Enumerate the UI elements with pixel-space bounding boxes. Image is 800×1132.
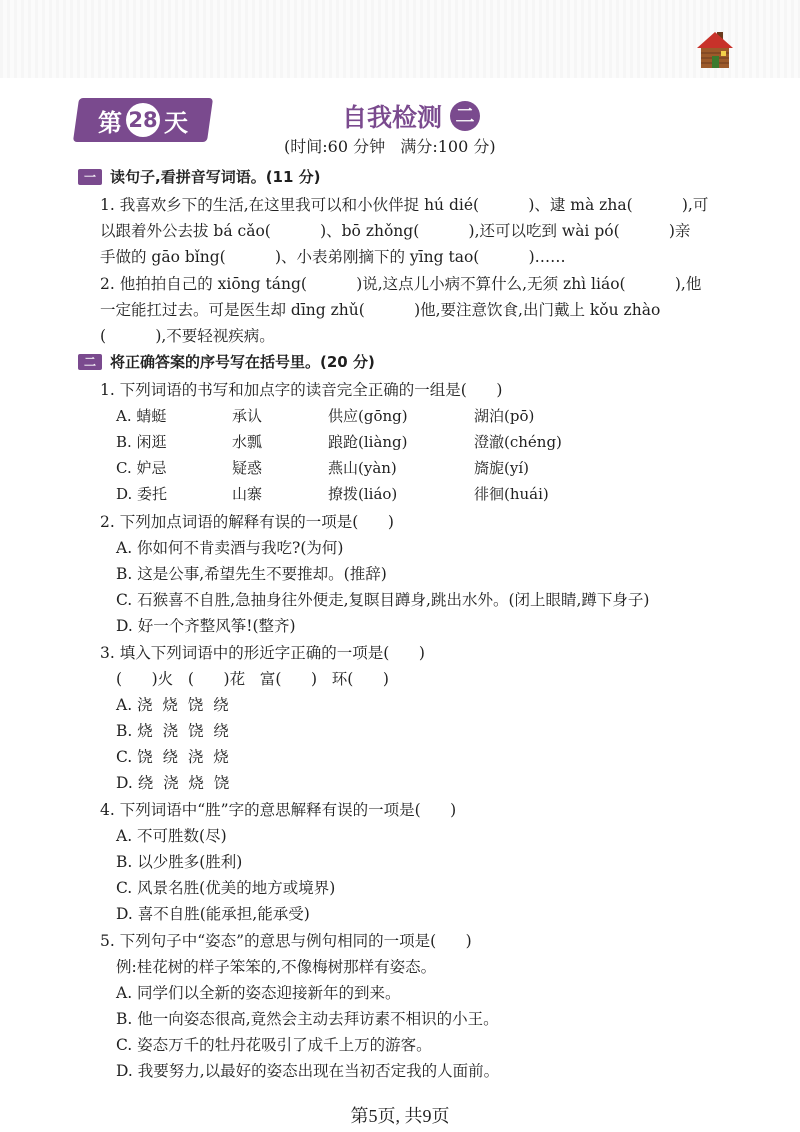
s1-line-6: ( ),不要轻视疾病。	[100, 327, 275, 345]
section-2-heading	[78, 351, 375, 372]
q3-blanks: ( )火 ( )花 富( ) 环( )	[116, 670, 389, 688]
section-1-title: 读句子,看拼音写词语。(11 分)	[110, 168, 321, 186]
house-icon	[695, 28, 735, 70]
q4-stem: 4. 下列词语中“胜”字的意思解释有误的一项是( )	[100, 801, 457, 819]
q2-stem: 2. 下列加点词语的解释有误的一项是( )	[100, 513, 394, 531]
section-2-title: 将正确答案的序号写在括号里。(20 分)	[110, 353, 375, 371]
s1-line-4: 2. 他拍拍自己的 xiōng táng( )说,这点儿小病不算什么,无须 zhì liáo( ),他	[100, 275, 702, 293]
q1-c-1: C. 妒忌	[116, 459, 167, 477]
day-number: 28	[126, 103, 160, 137]
q1-b-3: 踉跄(liàng)	[328, 433, 408, 451]
exam-meta: (时间:60 分钟 满分:100 分)	[284, 137, 496, 156]
q4-option-c: C. 风景名胜(优美的地方或境界)	[116, 879, 336, 897]
q5-example: 例:桂花树的样子笨笨的,不像梅树那样有姿态。	[116, 958, 437, 976]
q1-c-3: 燕山(yàn)	[328, 459, 397, 477]
q1-d-2: 山寨	[232, 485, 263, 503]
section-1-icon: 一	[78, 169, 102, 185]
q5-stem: 5. 下列句子中“姿态”的意思与例句相同的一项是( )	[100, 932, 472, 950]
day-label-pre: 第	[98, 108, 122, 137]
s1-line-2: 以跟着外公去拔 bá cǎo( )、bō zhǒng( ),还可以吃到 wài pó( )亲	[100, 222, 691, 240]
q2-option-a: A. 你如何不肯卖酒与我吃?(为何)	[116, 539, 344, 557]
scan-header-strip	[0, 0, 800, 78]
q1-c-4: 旖旎(yí)	[474, 459, 529, 477]
q2-option-c: C. 石猴喜不自胜,急抽身往外便走,复瞑目蹲身,跳出水外。(闭上眼睛,蹲下身子)	[116, 591, 650, 609]
q1-d-4: 徘徊(huái)	[474, 485, 549, 503]
q1-b-1: B. 闲逛	[116, 433, 167, 451]
q1-stem: 1. 下列词语的书写和加点字的读音完全正确的一组是( )	[100, 381, 503, 399]
q5-option-c: C. 姿态万千的牡丹花吸引了成千上万的游客。	[116, 1036, 432, 1054]
q1-d-3: 撩拨(liáo)	[328, 485, 398, 503]
q1-a-4: 湖泊(pō)	[474, 407, 535, 425]
q3-option-b: B. 烧 浇 饶 绕	[116, 722, 229, 740]
day-label-post: 天	[164, 108, 188, 137]
q1-c-2: 疑惑	[232, 459, 263, 477]
q1-a-2: 承认	[232, 407, 263, 425]
section-1-heading	[78, 166, 321, 187]
q5-option-b: B. 他一向姿态很高,竟然会主动去拜访素不相识的小王。	[116, 1010, 499, 1028]
q1-b-4: 澄澈(chéng)	[474, 433, 562, 451]
q3-stem: 3. 填入下列词语中的形近字正确的一项是( )	[100, 644, 425, 662]
s1-line-1: 1. 我喜欢乡下的生活,在这里我可以和小伙伴捉 hú dié( )、逮 mà zha( ),可	[100, 196, 709, 214]
q1-b-2: 水瓢	[232, 433, 263, 451]
q2-option-b: B. 这是公事,希望先生不要推却。(推辞)	[116, 565, 387, 583]
q2-option-d: D. 好一个齐整风筝!(整齐)	[116, 617, 296, 635]
q1-a-3: 供应(gōng)	[328, 407, 408, 425]
q5-option-d: D. 我要努力,以最好的姿态出现在当初否定我的人面前。	[116, 1062, 500, 1080]
q3-option-a: A. 浇 烧 饶 绕	[116, 696, 229, 714]
q3-option-c: C. 饶 绕 浇 烧	[116, 748, 229, 766]
day-badge	[76, 98, 210, 142]
page-footer: 第5页, 共9页	[350, 1106, 450, 1126]
q4-option-d: D. 喜不自胜(能承担,能承受)	[116, 905, 310, 923]
title-text: 自我检测	[342, 103, 443, 132]
q1-d-1: D. 委托	[116, 485, 168, 503]
q4-option-a: A. 不可胜数(尽)	[116, 827, 227, 845]
q5-option-a: A. 同学们以全新的姿态迎接新年的到来。	[116, 984, 401, 1002]
page-title	[342, 96, 480, 136]
s1-line-3: 手做的 gāo bǐng( )、小表弟刚摘下的 yīng tao( )……	[100, 248, 566, 266]
section-2-icon: 二	[78, 354, 102, 370]
q3-option-d: D. 绕 浇 烧 饶	[116, 774, 230, 792]
q1-a-1: A. 蜻蜓	[116, 407, 167, 425]
title-number-badge: 二	[450, 101, 480, 131]
q4-option-b: B. 以少胜多(胜利)	[116, 853, 243, 871]
s1-line-5: 一定能扛过去。可是医生却 dīng zhǔ( )他,要注意饮食,出门戴上 kǒu zhào	[100, 301, 661, 319]
